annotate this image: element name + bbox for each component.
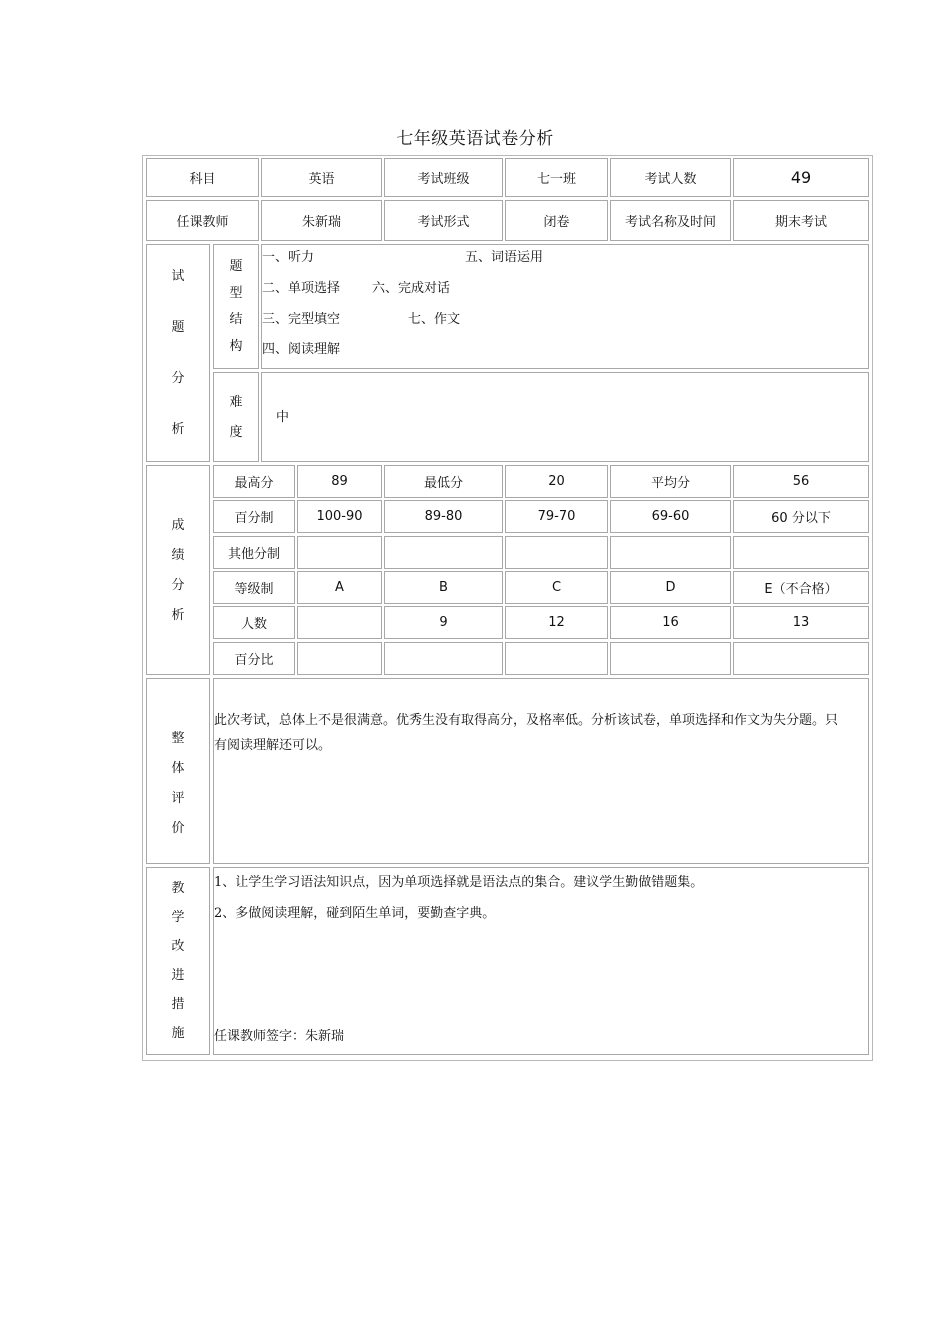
people-cell: 9	[384, 606, 503, 639]
empty-cell	[384, 642, 503, 675]
empty-cell	[505, 536, 608, 569]
section-label-char: 析	[171, 607, 185, 623]
empty-cell	[610, 642, 731, 675]
grade-cell: D	[610, 571, 731, 604]
teacher-value: 朱新瑞	[261, 200, 382, 241]
evaluation-label-char: 价	[171, 820, 185, 836]
structure-label	[213, 244, 259, 369]
section-label-char: 绩	[171, 547, 185, 563]
form-label: 考试形式	[384, 200, 503, 241]
class-value: 七一班	[505, 158, 608, 197]
empty-cell	[733, 536, 869, 569]
subject-label: 科目	[146, 158, 259, 197]
percent-scale-label: 百分制	[213, 500, 295, 533]
structure-line: 四、阅读理解	[262, 342, 341, 357]
grade-cell: A	[297, 571, 382, 604]
empty-cell	[610, 536, 731, 569]
avg-value: 56	[733, 465, 869, 498]
structure-label-char: 结	[229, 312, 243, 328]
teacher-label: 任课教师	[146, 200, 259, 241]
section-label-char: 分	[171, 371, 185, 386]
empty-cell	[384, 536, 503, 569]
people-cell: 16	[610, 606, 731, 639]
evaluation-text-line: 有阅读理解还可以。	[214, 738, 332, 753]
exam-label: 考试名称及时间	[610, 200, 731, 241]
difficulty-label-char: 难	[229, 394, 243, 410]
difficulty-label	[213, 372, 259, 462]
range-cell: 79-70	[505, 500, 608, 533]
max-label: 最高分	[213, 465, 295, 498]
range-cell: 60 分以下	[733, 500, 869, 533]
empty-cell	[733, 642, 869, 675]
grade-cell: E（不合格）	[733, 571, 869, 604]
improvement-label-char: 施	[171, 1026, 185, 1041]
count-value: 49	[733, 158, 869, 197]
evaluation-label-char: 整	[171, 730, 185, 746]
other-scale-label: 其他分制	[213, 536, 295, 569]
grade-cell: B	[384, 571, 503, 604]
subject-value: 英语	[261, 158, 382, 197]
teacher-signature: 任课教师签字：朱新瑞	[214, 1029, 345, 1044]
people-cell	[297, 606, 382, 639]
people-cell: 12	[505, 606, 608, 639]
improvement-item: 2、多做阅读理解，碰到陌生单词，要勤查字典。	[214, 906, 496, 921]
section-label-char: 试	[171, 269, 185, 284]
structure-line: 二、单项选择	[262, 281, 341, 296]
section-label-char: 分	[171, 577, 185, 593]
structure-line: 一、听力	[262, 250, 315, 265]
count-label: 考试人数	[610, 158, 731, 197]
empty-cell	[297, 642, 382, 675]
range-cell: 100-90	[297, 500, 382, 533]
range-cell: 69-60	[610, 500, 731, 533]
section-label-char: 题	[171, 320, 185, 335]
empty-cell	[505, 642, 608, 675]
ratio-label: 百分比	[213, 642, 295, 675]
structure-content	[261, 244, 869, 369]
difficulty-label-char: 度	[229, 424, 243, 440]
structure-line: 七、作文	[408, 312, 461, 327]
people-cell: 13	[733, 606, 869, 639]
evaluation-label-char: 评	[171, 790, 185, 806]
structure-line: 五、词语运用	[465, 250, 544, 265]
section-label-char: 析	[171, 422, 185, 437]
section-label-char: 成	[171, 517, 185, 533]
max-value: 89	[297, 465, 382, 498]
exam-analysis-section-label	[146, 244, 210, 462]
structure-line: 三、完型填空	[262, 312, 341, 327]
min-label: 最低分	[384, 465, 503, 498]
form-value: 闭卷	[505, 200, 608, 241]
improvement-label-char: 措	[171, 997, 185, 1012]
min-value: 20	[505, 465, 608, 498]
evaluation-text-line: 此次考试，总体上不是很满意。优秀生没有取得高分，及格率低。分析该试卷，单项选择和作文为失分题。只	[214, 713, 839, 728]
grade-scale-label: 等级制	[213, 571, 295, 604]
improvement-label-char: 学	[171, 910, 185, 925]
people-label: 人数	[213, 606, 295, 639]
structure-label-char: 题	[229, 258, 243, 274]
avg-label: 平均分	[610, 465, 731, 498]
evaluation-label	[146, 678, 210, 864]
exam-value: 期末考试	[733, 200, 869, 241]
range-cell: 89-80	[384, 500, 503, 533]
structure-label-char: 构	[229, 339, 243, 355]
evaluation-content	[213, 678, 869, 864]
improvement-label-char: 进	[171, 968, 185, 983]
score-analysis-section-label	[146, 465, 210, 675]
difficulty-value: 中	[261, 372, 869, 462]
evaluation-label-char: 体	[171, 760, 185, 776]
class-label: 考试班级	[384, 158, 503, 197]
page-title: 七年级英语试卷分析	[396, 129, 554, 149]
empty-cell	[297, 536, 382, 569]
improvement-label-char: 教	[171, 881, 185, 896]
structure-line: 六、完成对话	[372, 281, 451, 296]
grade-cell: C	[505, 571, 608, 604]
improvement-label	[146, 867, 210, 1055]
improvement-label-char: 改	[171, 939, 185, 954]
structure-label-char: 型	[229, 285, 243, 301]
improvement-item: 1、让学生学习语法知识点，因为单项选择就是语法点的集合。建议学生勤做错题集。	[214, 875, 704, 890]
